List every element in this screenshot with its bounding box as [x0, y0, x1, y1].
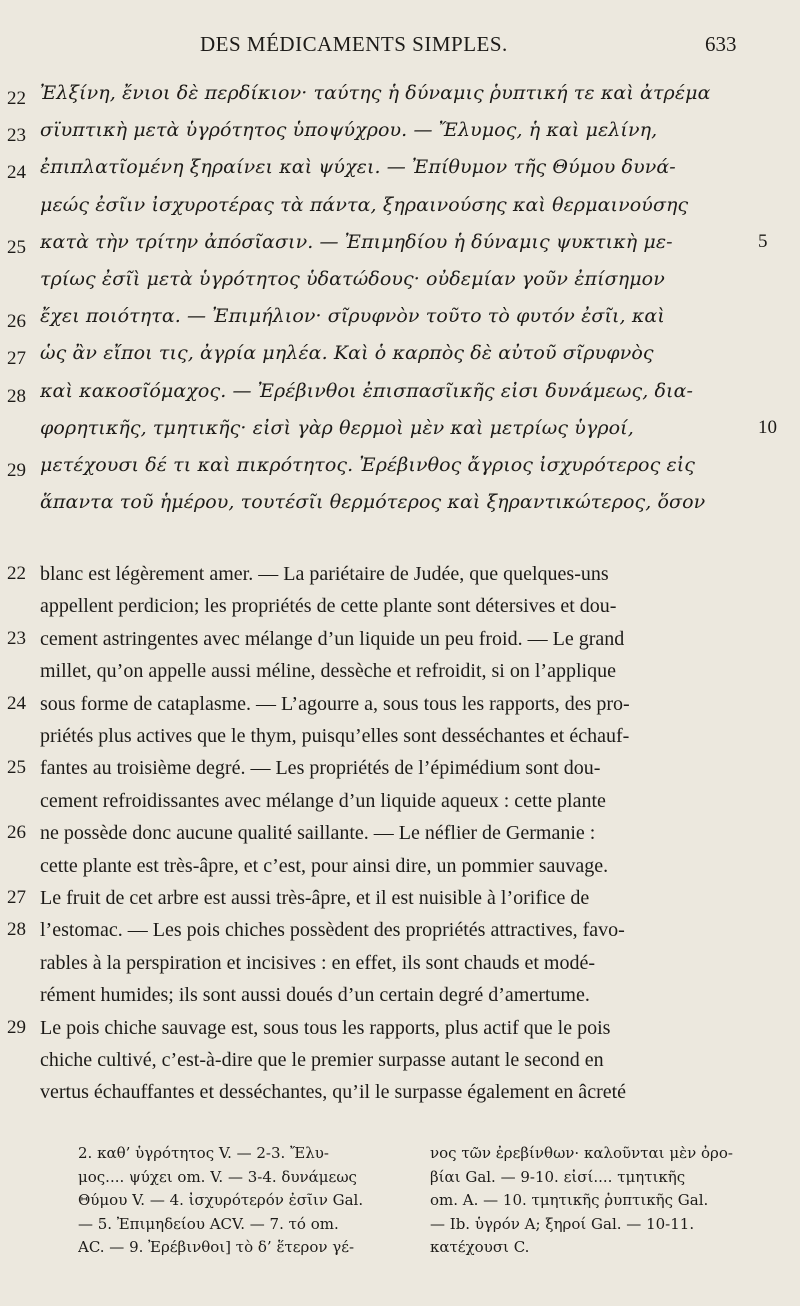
french-line-text: Le pois chiche sauvage est, sous tous les rapports, plus actif que le pois: [40, 1016, 611, 1039]
line-number: 29: [7, 460, 26, 481]
line-number: 26: [7, 822, 26, 844]
greek-line-text: ἅπαντα τοῦ ἡμέρου, τουτέσῖι θερμότερος καὶ ξηραντικώτερος, ὅσον: [40, 491, 706, 514]
line-number: 22: [7, 88, 26, 109]
footnote-line: κατέχουσι C.: [430, 1238, 530, 1256]
line-number: 28: [7, 385, 26, 407]
french-line-text: millet, qu’on appelle aussi méline, dessèche et refroidit, si on l’applique: [40, 660, 616, 683]
greek-line-text: κατὰ τὴν τρίτην ἀπόσῖασιν. — Ἐπιμηδίου ἡ δύναμις ψυκτικὴ με-: [40, 230, 673, 253]
footnotes-right-column: [430, 1142, 760, 1260]
line-number: 27: [7, 887, 26, 908]
footnote-line: νος τῶν ἐρεβίνθων· καλοῦνται μὲν ὀρο-: [430, 1144, 733, 1162]
french-line-text: rables à la perspiration et incisives : en effet, ils sont chauds et modé-: [40, 951, 596, 974]
greek-line-text: μεώς ἐσῖιν ἰσχυροτέρας τὰ πάντα, ξηραινούσης καὶ θερμαινούσης: [40, 193, 689, 216]
french-line-text: Le fruit de cet arbre est aussi très-âpre, et il est nuisible à l’orifice de: [40, 887, 590, 909]
greek-line-text: ἐπιπλατῖομένη ξηραίνει καὶ ψύχει. — Ἐπίθυμον τῆς Θύμου δυνά-: [40, 156, 676, 179]
french-line-text: priétés plus actives que le thym, puisqu’elles sont desséchantes et échauf-: [40, 725, 630, 747]
line-number: 23: [7, 627, 26, 649]
running-header: [0, 32, 800, 62]
french-line-text: cette plante est très-âpre, et c’est, pour ainsi dire, un pommier sauvage.: [40, 854, 609, 877]
greek-line-text: τρίως ἐσῖὶ μετὰ ὑγρότητος ὑδατώδους· οὐδεμίαν γοῦν ἐπίσημον: [40, 268, 665, 290]
french-line-text: fantes au troisième degré. — Les propriétés de l’épimédium sont dou-: [40, 757, 601, 780]
greek-line-text: μετέχουσι δέ τι καὶ πικρότητος. Ἐρέβινθος ἄγριος ἰσχυρότερος εἰς: [40, 454, 696, 476]
footnotes-left-column: [78, 1142, 378, 1260]
french-line-text: sous forme de cataplasme. — L’agourre a, sous tous les rapports, des pro-: [40, 692, 630, 715]
french-line-text: appellent perdicion; les propriétés de cette plante sont détersives et dou-: [40, 595, 617, 618]
running-title: DES MÉDICAMENTS SIMPLES.: [200, 32, 508, 56]
greek-line-text: ἔχει ποιότητα. — Ἐπιμήλιον· σῖρυφνὸν τοῦτο τὸ φυτόν ἐσῖι, καὶ: [40, 305, 665, 328]
french-line-text: rément humides; ils sont aussi doués d’un certain degré d’amertume.: [40, 984, 590, 1007]
line-number: 22: [7, 563, 26, 584]
french-line-text: cement refroidissantes avec mélange d’un liquide aqueux : cette plante: [40, 789, 606, 812]
footnote-line: 2. καθ’ ὑγρότητος V. — 2-3. Ἔλυ-: [78, 1144, 329, 1162]
line-number: 25: [7, 236, 26, 258]
footnote-line: Θύμου V. — 4. ἰσχυρότερόν ἐσῖιν Gal.: [78, 1191, 364, 1209]
margin-line-number: 5: [758, 230, 768, 252]
line-number: 28: [7, 919, 26, 941]
greek-line-text: σϊυπτικὴ μετὰ ὑγρότητος ὑποψύχρου. — Ἔλυμος, ἡ καὶ μελίνη,: [40, 119, 658, 142]
page-number: 633: [705, 32, 737, 56]
greek-line-text: φορητικῆς, τμητικῆς· εἰσὶ γὰρ θερμοὶ μὲν καὶ μετρίως ὑγροί,: [40, 416, 634, 439]
greek-line-text: Ἐλξίνη, ἔνιοι δὲ περδίκιον· ταύτης ἡ δύναμις ῥυπτική τε καὶ ἀτρέμα: [40, 82, 711, 104]
french-line-text: cement astringentes avec mélange d’un liquide un peu froid. — Le grand: [40, 627, 625, 650]
french-line-text: chiche cultivé, c’est-à-dire que le premier surpasse autant le second en: [40, 1049, 604, 1071]
line-number: 26: [7, 311, 26, 333]
french-line-text: blanc est légèrement amer. — La pariétaire de Judée, que quelques-uns: [40, 563, 609, 585]
greek-line-text: καὶ κακοσῖόμαχος. — Ἐρέβινθοι ἐπισπασῖικῆς εἰσι δυνάμεως, δια-: [40, 379, 694, 402]
greek-line-text: ὡς ἂν εἴποι τις, ἀγρία μηλέα. Καὶ ὁ καρπὸς δὲ αὐτοῦ σῖρυφνὸς: [40, 342, 654, 365]
line-number: 27: [7, 348, 26, 370]
french-line-text: ne possède donc aucune qualité saillante. — Le néflier de Germanie :: [40, 822, 596, 845]
line-number: 24: [7, 692, 26, 714]
footnote-line: βίαι Gal. — 9-10. εἰσί.... τμητικῆς: [430, 1167, 686, 1186]
french-line-text: vertus échauffantes et desséchantes, qu’il le surpasse également en âcreté: [40, 1081, 627, 1104]
footnote-line: om. A. — 10. τμητικῆς ῥυπτικῆς Gal.: [430, 1191, 709, 1209]
line-number: 23: [7, 125, 26, 147]
margin-line-number: 10: [758, 416, 777, 438]
french-line-text: l’estomac. — Les pois chiches possèdent des propriétés attractives, favo-: [40, 919, 625, 942]
footnote-line: — Ib. ὑγρόν A; ξηροί Gal. — 10-11.: [430, 1214, 695, 1233]
line-number: 29: [7, 1016, 26, 1038]
line-number: 24: [7, 162, 26, 184]
footnote-line: μος.... ψύχει om. V. — 3-4. δυνάμεως: [78, 1167, 357, 1186]
line-number: 25: [7, 757, 26, 779]
footnote-line: AC. — 9. Ἐρέβινθοι] τὸ δ’ ἕτερον γέ-: [78, 1238, 355, 1256]
footnote-line: — 5. Ἐπιμηδείου ACV. — 7. τό om.: [78, 1214, 339, 1233]
